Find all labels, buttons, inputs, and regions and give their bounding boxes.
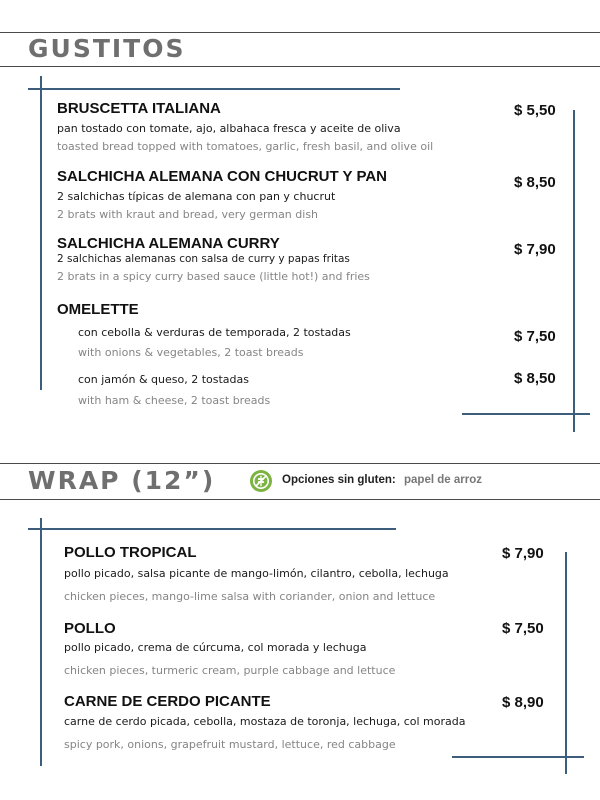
item-description-en: spicy pork, onions, grapefruit mustard, lettuce, red cabbage — [64, 738, 396, 751]
wrap-frame-left-rule — [40, 518, 42, 766]
gluten-free-label: Opciones sin gluten: — [282, 474, 396, 486]
item-name: SALCHICHA ALEMANA CON CHUCRUT Y PAN — [57, 168, 387, 185]
gustitos-section-title: GUSTITOS — [28, 34, 186, 63]
item-description-es: carne de cerdo picada, cebolla, mostaza de toronja, lechuga, col morada — [64, 715, 466, 728]
item-description-es: 2 salchichas alemanas con salsa de curry y papas fritas — [57, 253, 350, 265]
gustitos-frame-bottom-rule — [462, 413, 590, 415]
item-price: $ 7,90 — [502, 545, 544, 562]
item-description-es: pollo picado, crema de cúrcuma, col morada y lechuga — [64, 641, 367, 654]
item-description-en: chicken pieces, mango-lime salsa with coriander, onion and lettuce — [64, 590, 436, 603]
item-name: POLLO — [64, 620, 116, 637]
wrap-frame-right-rule — [565, 552, 567, 774]
gluten-free-value: papel de arroz — [404, 474, 482, 486]
item-name: OMELETTE — [57, 301, 139, 318]
option-description-es: con cebolla & verduras de temporada, 2 tostadas — [78, 326, 351, 339]
wrap-frame-bottom-rule — [452, 756, 584, 758]
option-description-en: with ham & cheese, 2 toast breads — [78, 394, 271, 407]
option-price: $ 8,50 — [514, 370, 556, 387]
item-price: $ 8,50 — [514, 174, 556, 191]
item-description-en: toasted bread topped with tomatoes, garlic, fresh basil, and olive oil — [57, 140, 434, 153]
option-price: $ 7,50 — [514, 328, 556, 345]
gluten-free-icon — [250, 470, 272, 492]
item-price: $ 7,50 — [502, 620, 544, 637]
item-price: $ 5,50 — [514, 102, 556, 119]
item-description-en: 2 brats with kraut and bread, very german dish — [57, 208, 319, 221]
item-description-es: pollo picado, salsa picante de mango-limón, cilantro, cebolla, lechuga — [64, 567, 449, 580]
item-description-es: pan tostado con tomate, ajo, albahaca fresca y aceite de oliva — [57, 122, 401, 135]
item-price: $ 8,90 — [502, 694, 544, 711]
gustitos-frame-left-rule — [40, 76, 42, 390]
option-description-es: con jamón & queso, 2 tostadas — [78, 373, 249, 386]
item-description-en: chicken pieces, turmeric cream, purple cabbage and lettuce — [64, 664, 396, 677]
item-name: BRUSCETTA ITALIANA — [57, 100, 221, 117]
item-price: $ 7,90 — [514, 241, 556, 258]
wrap-section-title: WRAP (12”) — [28, 466, 216, 495]
gustitos-frame-top-rule — [28, 88, 400, 90]
option-description-en: with onions & vegetables, 2 toast breads — [78, 346, 304, 359]
item-name: CARNE DE CERDO PICANTE — [64, 693, 271, 710]
item-name: POLLO TROPICAL — [64, 544, 197, 561]
item-description-es: 2 salchichas típicas de alemana con pan y chucrut — [57, 190, 336, 203]
item-description-en: 2 brats in a spicy curry based sauce (little hot!) and fries — [57, 270, 370, 283]
wrap-frame-top-rule — [28, 528, 396, 530]
gustitos-frame-right-rule — [573, 110, 575, 432]
item-name: SALCHICHA ALEMANA CURRY — [57, 235, 280, 252]
